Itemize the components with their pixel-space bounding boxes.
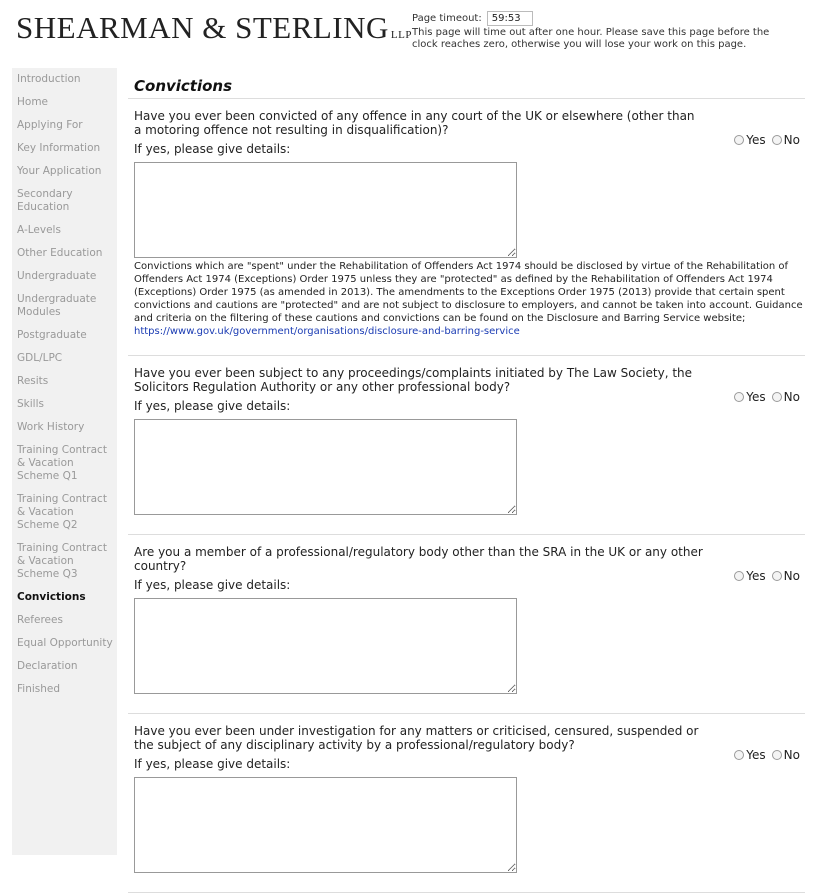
question-section-2 (128, 366, 805, 535)
question-text: Are you a member of a professional/regulatory body other than the SRA in the UK or any other country? (134, 545, 703, 573)
sidebar-nav (12, 68, 117, 855)
details-label: If yes, please give details: (134, 142, 291, 156)
question-text: Have you ever been subject to any proceedings/complaints initiated by The Law Society, the Solicitors Regulation Authority or any other professional body? (134, 366, 693, 394)
disclaimer-text: Convictions which are "spent" under the Rehabilitation of Offenders Act 1974 should be disclosed by virtue of the Rehabilitation of Offenders Act 1974 (Exceptions) Order 1975 unless they are "protected" as defined by the Rehabilitation of Offenders Act 1974 (Exceptions) Order 1975 (as amended in 2013). The amendments to the Exceptions Order 1975 (2013) provide that certain spent convictions and cautions are "protected" and are not subject to disclosure to employers, and cannot be taken into account. Guidance and criteria on the filtering of these cautions and convictions can be found on the Disclosure and Barring Service website; (134, 261, 803, 324)
sidebar-item-key-information[interactable]: Key Information (17, 142, 101, 154)
sidebar-item-work-history[interactable]: Work History (17, 421, 85, 433)
firm-logo (16, 10, 412, 46)
dbs-link[interactable]: https://www.gov.uk/government/organisations/disclosure-and-barring-service (134, 326, 520, 337)
sidebar-item-postgraduate[interactable]: Postgraduate (17, 329, 87, 341)
yes-label: Yes (746, 390, 766, 404)
sidebar-item-finished[interactable]: Finished (17, 683, 61, 695)
details-label: If yes, please give details: (134, 757, 291, 771)
no-label: No (783, 748, 800, 762)
question-text: Have you ever been under investigation for any matters or criticised, censured, suspended or the subject of any disciplinary activity by a professional/regulatory body? (134, 724, 699, 752)
details-textarea[interactable] (134, 162, 517, 258)
yes-radio[interactable] (734, 135, 744, 145)
sidebar-item-your-application[interactable]: Your Application (17, 165, 102, 177)
sidebar-item-introduction[interactable]: Introduction (17, 73, 81, 85)
yes-radio[interactable] (734, 392, 744, 402)
yes-no-group (728, 133, 800, 147)
sidebar-item-convictions[interactable]: Convictions (17, 591, 86, 603)
question-section-4 (128, 724, 805, 893)
yes-radio[interactable] (734, 571, 744, 581)
details-textarea[interactable] (134, 419, 517, 515)
question-section-1 (128, 109, 805, 356)
no-radio[interactable] (772, 750, 782, 760)
no-radio[interactable] (772, 135, 782, 145)
sidebar-item-a-levels[interactable]: A-Levels (17, 224, 61, 236)
yes-no-group (728, 569, 800, 583)
sidebar-item-skills[interactable]: Skills (17, 398, 44, 410)
sidebar-item-referees[interactable]: Referees (17, 614, 63, 626)
sidebar-item-declaration[interactable]: Declaration (17, 660, 78, 672)
yes-radio[interactable] (734, 750, 744, 760)
timeout-note: This page will time out after one hour. Please save this page before the clock reaches zero, otherwise you will lose your work on this page. (412, 27, 770, 50)
firm-suffix: LLP (390, 29, 412, 41)
page-title: Convictions (128, 68, 805, 99)
no-label: No (783, 133, 800, 147)
sidebar-item-equal-opportunity[interactable]: Equal Opportunity (17, 637, 113, 649)
yes-no-group (728, 748, 800, 762)
no-radio[interactable] (772, 392, 782, 402)
sidebar-item-applying-for[interactable]: Applying For (17, 119, 83, 131)
yes-label: Yes (746, 748, 766, 762)
yes-label: Yes (746, 133, 766, 147)
details-label: If yes, please give details: (134, 578, 291, 592)
sidebar-item-home[interactable]: Home (17, 96, 49, 108)
main-content (128, 68, 805, 893)
yes-no-group (728, 390, 800, 404)
sidebar-item-undergraduate-modules[interactable]: Undergraduate Modules (17, 293, 97, 318)
no-label: No (783, 569, 800, 583)
yes-label: Yes (746, 569, 766, 583)
sidebar-item-other-education[interactable]: Other Education (17, 247, 103, 259)
timeout-clock: 59:53 (487, 11, 533, 26)
disclaimer (134, 260, 805, 341)
sidebar-item-undergraduate[interactable]: Undergraduate (17, 270, 97, 282)
sidebar-item-training-contract-vacation-scheme-q2[interactable]: Training Contract & Vacation Scheme Q2 (17, 493, 107, 531)
details-textarea[interactable] (134, 598, 517, 694)
no-label: No (783, 390, 800, 404)
sidebar-item-training-contract-vacation-scheme-q3[interactable]: Training Contract & Vacation Scheme Q3 (17, 542, 107, 580)
sidebar-item-resits[interactable]: Resits (17, 375, 49, 387)
question-text: Have you ever been convicted of any offence in any court of the UK or elsewhere (other than a motoring offence not resulting in disqualification)? (134, 109, 695, 137)
details-textarea[interactable] (134, 777, 517, 873)
details-label: If yes, please give details: (134, 399, 291, 413)
page-timeout (412, 11, 792, 51)
firm-name: SHEARMAN & STERLING (16, 10, 389, 45)
no-radio[interactable] (772, 571, 782, 581)
question-section-3 (128, 545, 805, 714)
timeout-label: Page timeout: (412, 12, 482, 24)
sidebar-item-training-contract-vacation-scheme-q1[interactable]: Training Contract & Vacation Scheme Q1 (17, 444, 107, 482)
sidebar-item-gdl-lpc[interactable]: GDL/LPC (17, 352, 63, 364)
sidebar-item-secondary-education[interactable]: Secondary Education (17, 188, 73, 213)
